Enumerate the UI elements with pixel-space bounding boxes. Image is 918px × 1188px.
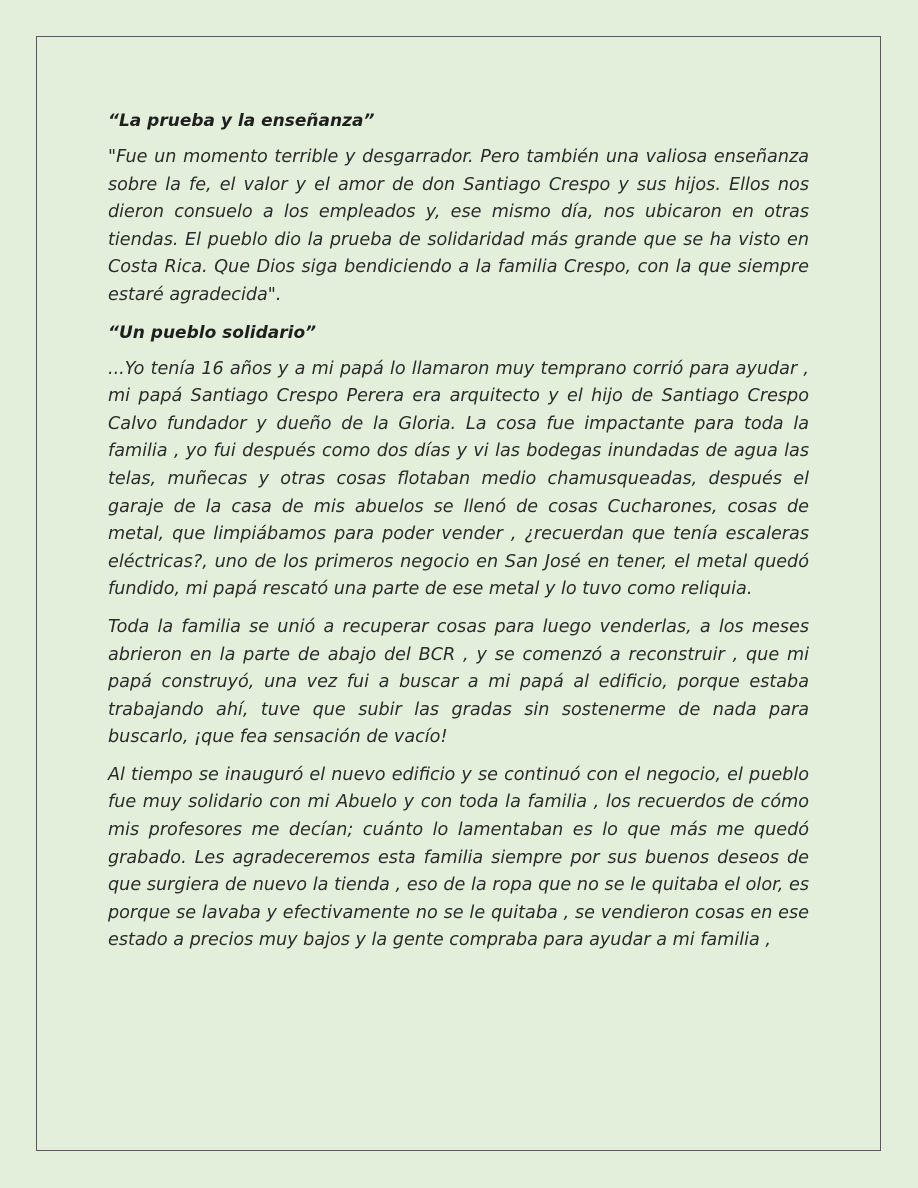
body-paragraph: Toda la familia se unió a recuperar cosas para luego venderlas, a los meses abrieron en la parte de abajo del BCR , y se comenzó a reconstruir , que mi papá construyó, una vez fui a buscar a mi papá al edificio, porque estaba trabajando ahí, tuve que subir las gradas sin sostenerme de nada para buscarlo, ¡que fea sensación de vacío! — [108, 616, 809, 748]
quote-paragraph: "Fue un momento terrible y desgarrador. Pero también una valiosa enseñanza sobre la fe, el valor y el amor de don Santiago Crespo y sus hijos. Ellos nos dieron consuelo a los empleados y, ese mismo día, nos ubicaron en otras tiendas. El pueblo dio la prueba de solidaridad más grande que se ha visto en Costa Rica. Que Dios siga bendiciendo a la familia Crespo, con la que siempre estaré agradecida". — [108, 147, 809, 305]
body-paragraph: Al tiempo se inauguró el nuevo edificio y se continuó con el negocio, el pueblo fue muy solidario con mi Abuelo y con toda la familia , los recuerdos de cómo mis profesores me decían; cuánto lo lamentaban es lo que más me quedó grabado. Les agradeceremos esta familia siempre por sus buenos deseos de que surgiera de nuevo la tienda , eso de la ropa que no se le quitaba el olor, es porque se lavaba y efectivamente no se le quitaba , se vendieron cosas en ese estado a precios muy bajos y la gente compraba para ayudar a mi familia , — [108, 764, 809, 951]
section-heading-pueblo-solidario: “Un pueblo solidario” — [108, 322, 317, 343]
section-heading-la-prueba: “La prueba y la enseñanza” — [108, 111, 375, 131]
document-body — [108, 108, 809, 965]
body-paragraph: ...Yo tenía 16 años y a mi papá lo llamaron muy temprano corrió para ayudar , mi papá Santiago Crespo Perera era arquitecto y el hijo de Santiago Crespo Calvo fundador y dueño de la Gloria. La cosa fue impactante para toda la familia , yo fui después como dos días y vi las bodegas inundadas de agua las telas, muñecas y otras cosas flotaban medio chamusqueadas, después el garaje de la casa de mis abuelos se llenó de cosas Cucharones, cosas de metal, que limpiábamos para poder vender , ¿recuerdan que tenía escaleras eléctricas?, uno de los primeros negocio en San José en tener, el metal quedó fundido, mi papá rescató una parte de ese metal y lo tuvo como reliquia. — [108, 358, 809, 600]
